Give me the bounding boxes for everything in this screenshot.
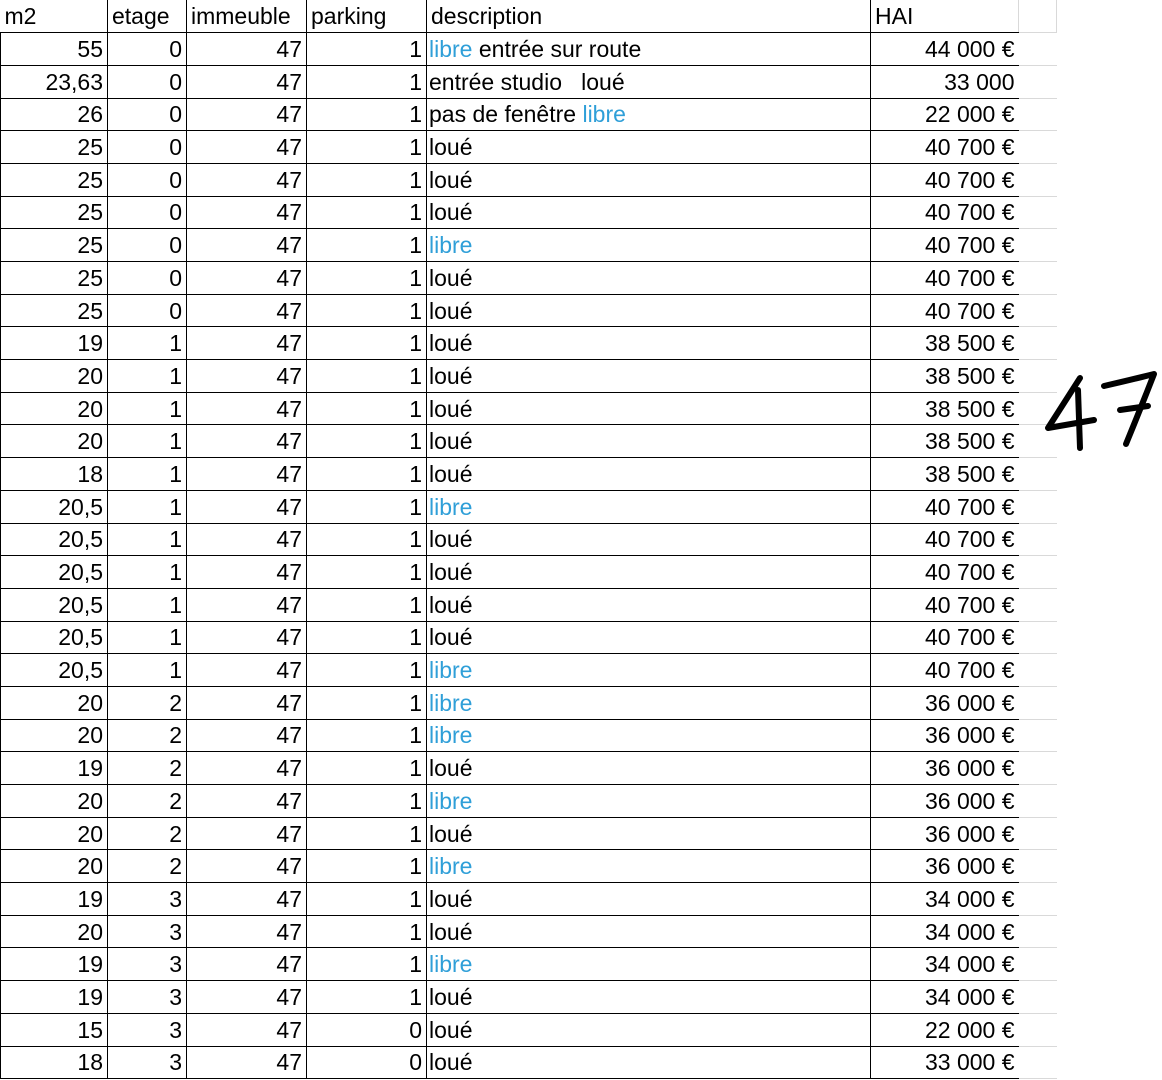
cell-immeuble[interactable]: 47 (187, 294, 307, 327)
table-row (1, 883, 1057, 916)
cell-parking[interactable]: 1 (307, 523, 427, 556)
cell-m2[interactable]: 20 (1, 425, 108, 458)
empty-cell[interactable] (1019, 850, 1057, 883)
cell-etage[interactable]: 3 (108, 883, 187, 916)
table-row (1, 98, 1057, 131)
empty-cell[interactable] (1019, 883, 1057, 916)
cell-description[interactable] (427, 1046, 871, 1079)
table-row (1, 686, 1057, 719)
status-free-text: libre (429, 689, 473, 716)
cell-m2[interactable]: 18 (1, 458, 108, 491)
header-immeuble[interactable]: immeuble (187, 0, 307, 33)
cell-parking[interactable]: 1 (307, 294, 427, 327)
cell-hai[interactable]: 33 000 € (871, 1046, 1019, 1079)
cell-parking[interactable]: 1 (307, 686, 427, 719)
cell-m2[interactable]: 20 (1, 785, 108, 818)
description-text: loué (429, 559, 473, 586)
cell-parking[interactable]: 1 (307, 588, 427, 621)
cell-description[interactable] (427, 392, 871, 425)
empty-cell[interactable] (1019, 65, 1057, 98)
description-text: loué (429, 755, 473, 782)
description-text: loué (429, 330, 473, 357)
cell-parking[interactable]: 1 (307, 360, 427, 393)
table-row (1, 948, 1057, 981)
description-text: entrée studio loué (429, 68, 625, 95)
cell-parking[interactable]: 1 (307, 163, 427, 196)
cell-immeuble[interactable]: 47 (187, 654, 307, 687)
cell-m2[interactable]: 25 (1, 163, 108, 196)
cell-immeuble[interactable]: 47 (187, 490, 307, 523)
table-row (1, 752, 1057, 785)
table-row (1, 556, 1057, 589)
cell-description[interactable] (427, 556, 871, 589)
cell-m2[interactable]: 20 (1, 686, 108, 719)
cell-parking[interactable]: 0 (307, 1013, 427, 1046)
description-text: loué (429, 1016, 473, 1043)
cell-hai[interactable]: 34 000 € (871, 883, 1019, 916)
status-free-text: libre (582, 101, 626, 128)
cell-etage[interactable]: 1 (108, 425, 187, 458)
cell-m2[interactable]: 23,63 (1, 65, 108, 98)
cell-immeuble[interactable]: 47 (187, 752, 307, 785)
cell-hai[interactable]: 38 500 € (871, 360, 1019, 393)
cell-description[interactable] (427, 262, 871, 295)
cell-description[interactable] (427, 196, 871, 229)
header-row (1, 0, 1057, 33)
cell-description[interactable] (427, 163, 871, 196)
cell-m2[interactable]: 20,5 (1, 621, 108, 654)
cell-etage[interactable]: 1 (108, 588, 187, 621)
cell-immeuble[interactable]: 47 (187, 458, 307, 491)
cell-etage[interactable]: 2 (108, 850, 187, 883)
cell-m2[interactable]: 26 (1, 98, 108, 131)
cell-m2[interactable]: 20 (1, 850, 108, 883)
cell-immeuble[interactable]: 47 (187, 65, 307, 98)
table-row (1, 131, 1057, 164)
cell-etage[interactable]: 0 (108, 65, 187, 98)
cell-immeuble[interactable]: 47 (187, 392, 307, 425)
empty-cell[interactable] (1019, 523, 1057, 556)
cell-immeuble[interactable]: 47 (187, 915, 307, 948)
cell-etage[interactable]: 0 (108, 131, 187, 164)
empty-cell[interactable] (1019, 1013, 1057, 1046)
cell-etage[interactable]: 1 (108, 556, 187, 589)
cell-description[interactable] (427, 294, 871, 327)
cell-parking[interactable]: 1 (307, 490, 427, 523)
cell-m2[interactable]: 19 (1, 883, 108, 916)
cell-hai[interactable]: 38 500 € (871, 327, 1019, 360)
cell-hai[interactable]: 40 700 € (871, 163, 1019, 196)
table-row (1, 360, 1057, 393)
empty-cell[interactable] (1019, 817, 1057, 850)
cell-parking[interactable]: 1 (307, 785, 427, 818)
empty-cell[interactable] (1019, 719, 1057, 752)
cell-hai[interactable]: 40 700 € (871, 588, 1019, 621)
description-text: loué (429, 885, 473, 912)
empty-cell[interactable] (1019, 654, 1057, 687)
cell-parking[interactable]: 1 (307, 425, 427, 458)
cell-parking[interactable]: 1 (307, 458, 427, 491)
cell-description[interactable] (427, 621, 871, 654)
cell-hai[interactable]: 40 700 € (871, 490, 1019, 523)
table-row (1, 785, 1057, 818)
description-text: loué (429, 624, 473, 651)
cell-hai[interactable]: 40 700 € (871, 131, 1019, 164)
cell-m2[interactable]: 15 (1, 1013, 108, 1046)
cell-m2[interactable]: 19 (1, 981, 108, 1014)
empty-cell[interactable] (1019, 327, 1057, 360)
table-row (1, 915, 1057, 948)
cell-parking[interactable]: 1 (307, 850, 427, 883)
cell-etage[interactable]: 0 (108, 33, 187, 66)
cell-hai[interactable]: 34 000 € (871, 915, 1019, 948)
handwritten-47-annotation (1040, 360, 1160, 460)
table-row (1, 425, 1057, 458)
table-row (1, 65, 1057, 98)
cell-description[interactable] (427, 588, 871, 621)
cell-immeuble[interactable]: 47 (187, 229, 307, 262)
cell-hai[interactable]: 36 000 € (871, 752, 1019, 785)
cell-hai[interactable]: 40 700 € (871, 621, 1019, 654)
description-text: loué (429, 395, 473, 422)
status-free-text: libre (429, 722, 473, 749)
cell-immeuble[interactable]: 47 (187, 621, 307, 654)
cell-m2[interactable]: 55 (1, 33, 108, 66)
header-parking[interactable]: parking (307, 0, 427, 33)
cell-parking[interactable]: 0 (307, 1046, 427, 1079)
cell-description[interactable] (427, 948, 871, 981)
cell-hai[interactable]: 38 500 € (871, 425, 1019, 458)
header-description[interactable]: description (427, 0, 871, 33)
cell-etage[interactable]: 3 (108, 948, 187, 981)
table-row (1, 719, 1057, 752)
cell-etage[interactable]: 3 (108, 1013, 187, 1046)
cell-description[interactable] (427, 327, 871, 360)
cell-description[interactable] (427, 981, 871, 1014)
empty-header-cell[interactable] (1019, 0, 1057, 33)
cell-parking[interactable]: 1 (307, 719, 427, 752)
cell-etage[interactable]: 0 (108, 262, 187, 295)
cell-parking[interactable]: 1 (307, 915, 427, 948)
cell-hai[interactable]: 40 700 € (871, 262, 1019, 295)
cell-description[interactable] (427, 719, 871, 752)
empty-cell[interactable] (1019, 915, 1057, 948)
cell-hai[interactable]: 34 000 € (871, 981, 1019, 1014)
cell-hai[interactable]: 34 000 € (871, 948, 1019, 981)
cell-parking[interactable]: 1 (307, 556, 427, 589)
cell-immeuble[interactable]: 47 (187, 262, 307, 295)
cell-m2[interactable]: 20 (1, 719, 108, 752)
cell-etage[interactable]: 1 (108, 360, 187, 393)
empty-cell[interactable] (1019, 490, 1057, 523)
cell-immeuble[interactable]: 47 (187, 981, 307, 1014)
table-row (1, 229, 1057, 262)
status-free-text: libre (429, 787, 473, 814)
status-free-text: libre (429, 853, 473, 880)
cell-immeuble[interactable]: 47 (187, 1046, 307, 1079)
cell-hai[interactable]: 40 700 € (871, 556, 1019, 589)
cell-immeuble[interactable]: 47 (187, 360, 307, 393)
cell-parking[interactable]: 1 (307, 131, 427, 164)
cell-etage[interactable]: 3 (108, 1046, 187, 1079)
description-text: loué (429, 297, 473, 324)
empty-cell[interactable] (1019, 556, 1057, 589)
cell-m2[interactable]: 20,5 (1, 588, 108, 621)
cell-etage[interactable]: 0 (108, 294, 187, 327)
cell-hai[interactable]: 40 700 € (871, 294, 1019, 327)
cell-m2[interactable]: 19 (1, 948, 108, 981)
cell-description[interactable] (427, 752, 871, 785)
table-row (1, 523, 1057, 556)
table-body (1, 33, 1057, 1079)
table-row (1, 1046, 1057, 1079)
cell-hai[interactable]: 36 000 € (871, 850, 1019, 883)
status-free-text: libre (429, 232, 473, 259)
empty-cell[interactable] (1019, 262, 1057, 295)
cell-hai[interactable]: 44 000 € (871, 33, 1019, 66)
cell-immeuble[interactable]: 47 (187, 850, 307, 883)
empty-cell[interactable] (1019, 588, 1057, 621)
cell-etage[interactable]: 3 (108, 915, 187, 948)
cell-description[interactable] (427, 458, 871, 491)
cell-m2[interactable]: 20,5 (1, 523, 108, 556)
status-free-text: libre (429, 951, 473, 978)
table-row (1, 327, 1057, 360)
cell-m2[interactable]: 20 (1, 817, 108, 850)
cell-etage[interactable]: 0 (108, 98, 187, 131)
cell-immeuble[interactable]: 47 (187, 425, 307, 458)
table-row (1, 654, 1057, 687)
cell-m2[interactable]: 20 (1, 915, 108, 948)
cell-etage[interactable]: 3 (108, 981, 187, 1014)
cell-hai[interactable]: 36 000 € (871, 686, 1019, 719)
cell-parking[interactable]: 1 (307, 392, 427, 425)
cell-description[interactable] (427, 131, 871, 164)
cell-etage[interactable]: 1 (108, 458, 187, 491)
cell-parking[interactable]: 1 (307, 621, 427, 654)
header-etage[interactable]: etage (108, 0, 187, 33)
cell-description[interactable] (427, 98, 871, 131)
cell-m2[interactable]: 25 (1, 196, 108, 229)
cell-etage[interactable]: 1 (108, 654, 187, 687)
cell-hai[interactable]: 36 000 € (871, 719, 1019, 752)
cell-m2[interactable]: 20,5 (1, 654, 108, 687)
cell-m2[interactable]: 19 (1, 752, 108, 785)
cell-hai[interactable]: 22 000 € (871, 1013, 1019, 1046)
cell-description[interactable] (427, 850, 871, 883)
cell-etage[interactable]: 1 (108, 490, 187, 523)
cell-hai[interactable]: 36 000 € (871, 817, 1019, 850)
cell-hai[interactable]: 40 700 € (871, 523, 1019, 556)
cell-description[interactable] (427, 425, 871, 458)
table-row (1, 262, 1057, 295)
cell-description[interactable] (427, 686, 871, 719)
cell-hai[interactable]: 40 700 € (871, 229, 1019, 262)
description-text: loué (429, 820, 473, 847)
table-row (1, 621, 1057, 654)
header-hai[interactable]: HAI (871, 0, 1019, 33)
cell-etage[interactable]: 1 (108, 621, 187, 654)
cell-parking[interactable]: 1 (307, 196, 427, 229)
cell-parking[interactable]: 1 (307, 65, 427, 98)
cell-parking[interactable]: 1 (307, 327, 427, 360)
table-row (1, 33, 1057, 66)
cell-description[interactable] (427, 817, 871, 850)
table-row (1, 458, 1057, 491)
cell-etage[interactable]: 1 (108, 523, 187, 556)
empty-cell[interactable] (1019, 621, 1057, 654)
description-text: loué (429, 428, 473, 455)
empty-cell[interactable] (1019, 686, 1057, 719)
cell-hai[interactable]: 38 500 € (871, 392, 1019, 425)
cell-immeuble[interactable]: 47 (187, 686, 307, 719)
status-free-text: libre (429, 36, 473, 63)
cell-etage[interactable]: 1 (108, 327, 187, 360)
cell-etage[interactable]: 0 (108, 163, 187, 196)
empty-cell[interactable] (1019, 33, 1057, 66)
description-text: loué (429, 918, 473, 945)
cell-etage[interactable]: 0 (108, 196, 187, 229)
cell-description[interactable] (427, 1013, 871, 1046)
cell-hai[interactable]: 40 700 € (871, 654, 1019, 687)
cell-m2[interactable]: 20,5 (1, 490, 108, 523)
description-text: loué (429, 460, 473, 487)
cell-parking[interactable]: 1 (307, 981, 427, 1014)
cell-hai[interactable]: 33 000 (871, 65, 1019, 98)
cell-etage[interactable]: 2 (108, 785, 187, 818)
table-row (1, 817, 1057, 850)
cell-m2[interactable]: 20 (1, 392, 108, 425)
cell-immeuble[interactable]: 47 (187, 98, 307, 131)
cell-immeuble[interactable]: 47 (187, 817, 307, 850)
description-text: loué (429, 983, 473, 1010)
cell-immeuble[interactable]: 47 (187, 948, 307, 981)
cell-immeuble[interactable]: 47 (187, 33, 307, 66)
header-m2[interactable]: m2 (1, 0, 108, 33)
cell-etage[interactable]: 2 (108, 817, 187, 850)
cell-description[interactable] (427, 654, 871, 687)
cell-description[interactable] (427, 523, 871, 556)
cell-m2[interactable]: 25 (1, 294, 108, 327)
empty-cell[interactable] (1019, 163, 1057, 196)
empty-cell[interactable] (1019, 948, 1057, 981)
cell-parking[interactable]: 1 (307, 948, 427, 981)
table-row (1, 1013, 1057, 1046)
table-row (1, 196, 1057, 229)
description-text: pas de fenêtre (429, 101, 583, 128)
cell-etage[interactable]: 2 (108, 719, 187, 752)
description-text: loué (429, 166, 473, 193)
cell-m2[interactable]: 25 (1, 262, 108, 295)
empty-cell[interactable] (1019, 752, 1057, 785)
cell-immeuble[interactable]: 47 (187, 131, 307, 164)
cell-parking[interactable]: 1 (307, 883, 427, 916)
cell-immeuble[interactable]: 47 (187, 883, 307, 916)
table-row (1, 850, 1057, 883)
cell-immeuble[interactable]: 47 (187, 523, 307, 556)
cell-parking[interactable]: 1 (307, 98, 427, 131)
cell-immeuble[interactable]: 47 (187, 719, 307, 752)
description-text: loué (429, 264, 473, 291)
cell-etage[interactable]: 2 (108, 752, 187, 785)
table-row (1, 392, 1057, 425)
cell-description[interactable] (427, 785, 871, 818)
status-free-text: libre (429, 493, 473, 520)
cell-hai[interactable]: 36 000 € (871, 785, 1019, 818)
cell-m2[interactable]: 20,5 (1, 556, 108, 589)
cell-m2[interactable]: 19 (1, 327, 108, 360)
cell-description[interactable] (427, 229, 871, 262)
cell-m2[interactable]: 25 (1, 131, 108, 164)
description-text: loué (429, 526, 473, 553)
table-row (1, 588, 1057, 621)
empty-cell[interactable] (1019, 196, 1057, 229)
cell-m2[interactable]: 25 (1, 229, 108, 262)
cell-immeuble[interactable]: 47 (187, 196, 307, 229)
description-text: loué (429, 199, 473, 226)
description-text: loué (429, 1049, 473, 1076)
cell-parking[interactable]: 1 (307, 752, 427, 785)
cell-immeuble[interactable]: 47 (187, 163, 307, 196)
cell-hai[interactable]: 40 700 € (871, 196, 1019, 229)
cell-parking[interactable]: 1 (307, 262, 427, 295)
status-free-text: libre (429, 657, 473, 684)
cell-description[interactable] (427, 490, 871, 523)
cell-hai[interactable]: 38 500 € (871, 458, 1019, 491)
table-row (1, 294, 1057, 327)
cell-etage[interactable]: 0 (108, 229, 187, 262)
description-text: loué (429, 134, 473, 161)
description-text: loué (429, 591, 473, 618)
description-text: loué (429, 362, 473, 389)
cell-immeuble[interactable]: 47 (187, 327, 307, 360)
cell-parking[interactable]: 1 (307, 817, 427, 850)
empty-cell[interactable] (1019, 229, 1057, 262)
cell-description[interactable] (427, 360, 871, 393)
cell-etage[interactable]: 2 (108, 686, 187, 719)
empty-cell[interactable] (1019, 458, 1057, 491)
cell-etage[interactable]: 1 (108, 392, 187, 425)
cell-parking[interactable]: 1 (307, 654, 427, 687)
table-row (1, 981, 1057, 1014)
description-text: entrée sur route (472, 36, 642, 63)
empty-cell[interactable] (1019, 1046, 1057, 1079)
table-row (1, 490, 1057, 523)
cell-m2[interactable]: 20 (1, 360, 108, 393)
cell-description[interactable] (427, 33, 871, 66)
cell-parking[interactable]: 1 (307, 229, 427, 262)
cell-description[interactable] (427, 65, 871, 98)
cell-hai[interactable]: 22 000 € (871, 98, 1019, 131)
cell-immeuble[interactable]: 47 (187, 1013, 307, 1046)
cell-parking[interactable]: 1 (307, 33, 427, 66)
empty-cell[interactable] (1019, 294, 1057, 327)
empty-cell[interactable] (1019, 98, 1057, 131)
empty-cell[interactable] (1019, 131, 1057, 164)
cell-immeuble[interactable]: 47 (187, 785, 307, 818)
empty-cell[interactable] (1019, 981, 1057, 1014)
cell-m2[interactable]: 18 (1, 1046, 108, 1079)
empty-cell[interactable] (1019, 785, 1057, 818)
cell-description[interactable] (427, 883, 871, 916)
cell-immeuble[interactable]: 47 (187, 588, 307, 621)
cell-description[interactable] (427, 915, 871, 948)
table-row (1, 163, 1057, 196)
cell-immeuble[interactable]: 47 (187, 556, 307, 589)
